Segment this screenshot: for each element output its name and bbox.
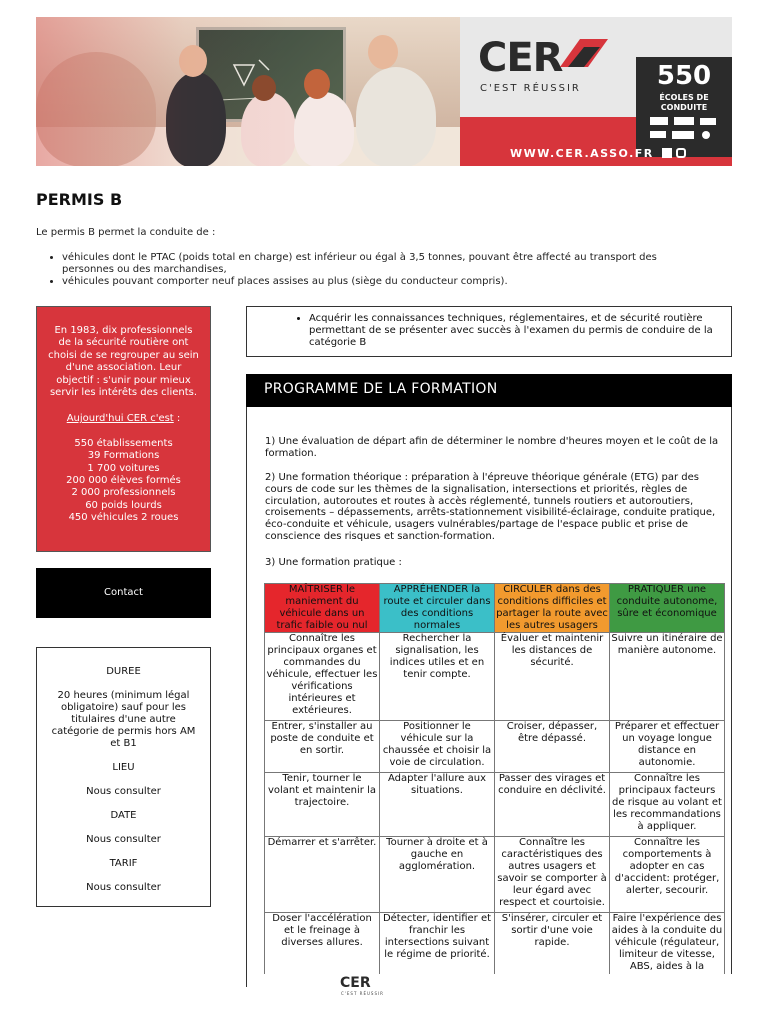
table-row — [265, 721, 725, 773]
duree-value: 20 heures (minimum légal obligatoire) sauf pour les titulaires d'une autre catégorie de permis hors AM et B1 — [51, 690, 196, 749]
list-item: • véhicules dont le PTAC (poids total en charge) est inférieur ou égal à 3,5 tonnes, pouvant être affecté au transport des personnes ou des marchandises, — [62, 252, 702, 276]
table-row — [265, 633, 725, 721]
cer-logo: CER — [478, 35, 563, 81]
table-cell: Tenir, tourner le volant et maintenir la trajectoire. — [265, 773, 380, 837]
programme-heading: PROGRAMME DE LA FORMATION — [246, 374, 732, 407]
contact-button[interactable]: Contact — [36, 568, 211, 618]
lieu-value: Nous consulter — [86, 786, 161, 797]
table-cell: Préparer et effectuer un voyage longue distance en autonomie. — [610, 721, 725, 773]
table-row — [265, 913, 725, 977]
table-cell: Tourner à droite et à gauche en agglomération. — [380, 837, 495, 913]
lieu-label: LIEU — [112, 762, 135, 773]
about-today-colon: : — [173, 413, 181, 425]
table-header-row — [265, 584, 725, 633]
cer-logo-mark-icon — [560, 39, 608, 67]
course-info-box — [36, 647, 211, 907]
about-stats — [47, 438, 200, 525]
tarif-value: Nous consulter — [86, 882, 161, 893]
list-item: • véhicules pouvant comporter neuf places assises au plus (siège du conducteur compris). — [62, 276, 702, 288]
competence-table — [264, 583, 725, 977]
header-banner — [36, 17, 732, 166]
tarif-label: TARIF — [109, 858, 138, 869]
objective-box — [246, 306, 732, 357]
about-box — [36, 306, 211, 552]
intro-text: Le permis B permet la conduite de : — [36, 227, 216, 238]
table-row — [265, 837, 725, 913]
table-cell: Connaître les principaux organes et commandes du véhicule, effectuer les vérifications intérieures et extérieures. — [265, 633, 380, 721]
table-cell: Connaître les comportements à adopter en cas d'accident: protéger, alerter, secourir. — [610, 837, 725, 913]
stat-item: 60 poids lourds — [85, 499, 162, 511]
website-link[interactable]: WWW.CER.ASSO.FR — [510, 147, 654, 160]
table-cell: Faire l'expérience des aides à la conduite du véhicule (régulateur, limiteur de vitesse, ABS, aides à la — [610, 913, 725, 977]
about-today-label: Aujourd'hui CER c'est — [66, 413, 174, 425]
brand-tagline: C'EST RÉUSSIR — [480, 83, 581, 94]
stat-item: 1 700 voitures — [87, 462, 160, 474]
footer-tagline: C'EST RÉUSSIR — [341, 991, 384, 996]
stat-item: 550 établissements — [74, 437, 173, 449]
stat-item: 200 000 élèves formés — [66, 475, 181, 487]
classroom-photo — [36, 17, 460, 166]
table-cell: Suivre un itinéraire de manière autonome. — [610, 633, 725, 721]
table-cell: Doser l'accélération et le freinage à diverses allures. — [265, 913, 380, 977]
stat-item: 2 000 professionnels — [71, 487, 176, 499]
header-pratiquer: PRATIQUER une conduite autonome, sûre et économique — [610, 584, 725, 633]
about-today-line — [47, 413, 200, 425]
table-cell: Connaître les principaux facteurs de risque au volant et les recommandations à appliquer. — [610, 773, 725, 837]
programme-step-3: 3) Une formation pratique : — [265, 557, 402, 568]
date-label: DATE — [110, 810, 137, 821]
header-apprehender: APPRÉHENDER la route et circuler dans des conditions normales — [380, 584, 495, 633]
stat-item: 450 véhicules 2 roues — [68, 512, 179, 524]
table-cell: Démarrer et s'arrêter. — [265, 837, 380, 913]
schools-count: 550 — [656, 61, 712, 91]
page-title: PERMIS B — [36, 190, 123, 209]
programme-step-1: 1) Une évaluation de départ afin de déterminer le nombre d'heures moyen et le coût de la formation. — [265, 436, 719, 459]
objective-item: • Acquérir les connaissances techniques, réglementaires, et de sécurité routière permettant de se présenter avec succès à l'examen du permis de conduire de la catégorie B — [309, 313, 719, 349]
about-paragraph: En 1983, dix professionnels de la sécurité routière ont choisi de se regrouper au sein d'une association. Leur objectif : s'unir pour mieux servir les intérêts des clients. — [48, 325, 199, 399]
table-cell: Rechercher la signalisation, les indices utiles et en tenir compte. — [380, 633, 495, 721]
page-bottom-cut — [260, 974, 732, 1024]
table-cell: Détecter, identifier et franchir les intersections suivant le régime de priorité. — [380, 913, 495, 977]
table-cell: Évaluer et maintenir les distances de sécurité. — [495, 633, 610, 721]
header-circuler: CIRCULER dans des conditions difficiles et partager la route avec les autres usagers — [496, 584, 608, 631]
stat-item: 39 Formations — [87, 450, 160, 462]
instagram-icon[interactable] — [676, 148, 686, 158]
table-cell: Adapter l'allure aux situations. — [380, 773, 495, 837]
table-cell: Croiser, dépasser, être dépassé. — [495, 721, 610, 773]
duree-label: DUREE — [106, 666, 141, 677]
table-row — [265, 773, 725, 837]
schools-count-label-line2: CONDUITE — [660, 103, 708, 112]
footer-logo: CER — [340, 975, 371, 991]
table-cell: S'insérer, circuler et sortir d'une voie rapide. — [495, 913, 610, 977]
table-cell: Positionner le véhicule sur la chaussée et choisir la voie de circulation. — [380, 721, 495, 773]
table-cell: Entrer, s'installer au poste de conduite et en sortir. — [265, 721, 380, 773]
table-cell: Passer des virages et conduire en déclivité. — [495, 773, 610, 837]
brand-panel — [460, 17, 732, 166]
objective-list — [309, 313, 719, 349]
vehicles-icon — [648, 115, 720, 145]
vehicle-types-list — [62, 252, 702, 288]
header-maitriser: MAÎTRISER le maniement du véhicule dans un trafic faible ou nul — [265, 584, 380, 633]
facebook-icon[interactable] — [662, 148, 672, 158]
table-cell: Connaître les caractéristiques des autres usagers et savoir se comporter à leur égard avec respect et courtoisie. — [495, 837, 610, 913]
programme-step-2: 2) Une formation théorique : préparation à l'épreuve théorique générale (ETG) par des cours de code sur les thèmes de la signalisation, intersections et priorités, règles de circulation, autoroutes et routes à accès réglementé, tunnels routiers et autoroutiers, croisements – dépassements, arrêts-stationnement visibilité-éclairage, conduite pratique, éco-conduite et véhicule, usagers vulnérables/partage de l'espace public et prise de conscience des risques et sanction-formation. — [265, 472, 716, 542]
schools-count-label — [636, 93, 732, 113]
photo-tint — [36, 17, 460, 166]
schools-count-label-line1: ÉCOLES DE — [659, 93, 709, 102]
date-value: Nous consulter — [86, 834, 161, 845]
